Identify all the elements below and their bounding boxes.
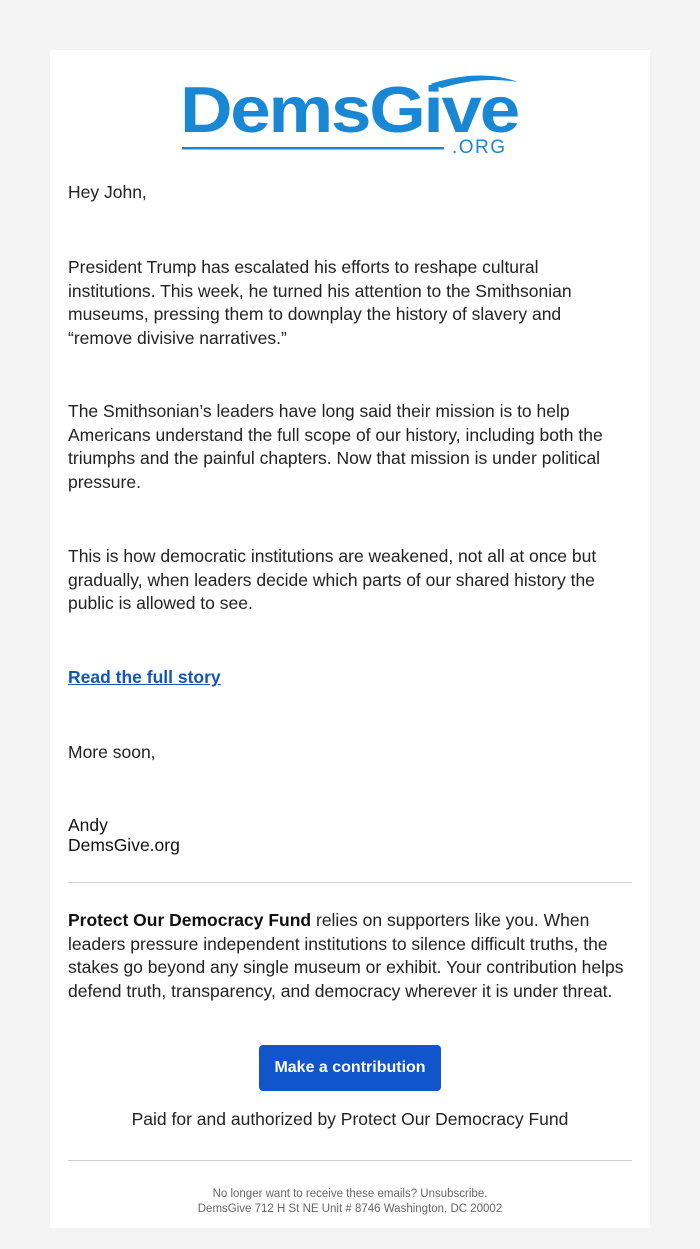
make-contribution-button[interactable]: Make a contribution: [259, 1045, 441, 1091]
fund-text: relies on supporters like you. When leaders pressure independent institutions to silence difficult truths, the stakes go beyond any single museum or exhibit. Your contribution helps defend truth, transparency, and democracy wherever it is under threat.: [68, 910, 624, 1001]
mailing-address: DemsGive 712 H St NE Unit # 8746 Washington, DC 20002: [197, 1203, 503, 1215]
demsgive-logo: [180, 74, 520, 158]
body-paragraph-3: This is how democratic institutions are weakened, not all at once but gradually, when leaders decide which parts of our shared history the public is allowed to see.: [68, 546, 597, 613]
signature: [68, 816, 628, 855]
divider: [68, 882, 632, 883]
unsubscribe-line[interactable]: No longer want to receive these emails? Unsubscribe.: [212, 1188, 488, 1200]
email-card: [50, 50, 650, 1228]
closing: More soon,: [68, 742, 156, 762]
signature-name: Andy: [68, 815, 108, 835]
paid-for-disclaimer: Paid for and authorized by Protect Our Democracy Fund: [131, 1109, 569, 1129]
fund-paragraph: [68, 909, 628, 1003]
fund-name: Protect Our Democracy Fund: [68, 910, 312, 930]
read-full-story-link[interactable]: Read the full story: [68, 667, 221, 687]
body-paragraph-1: President Trump has escalated his efforts to reshape cultural institutions. This week, he turned his attention to the Smithsonian museums, pressing them to downplay the history of slavery and “remove divisive narratives.”: [68, 257, 572, 348]
signature-org: DemsGive.org: [68, 834, 180, 855]
greeting: Hey John,: [68, 182, 147, 202]
logo-wordmark: DemsGive: [180, 74, 518, 146]
footer-divider: [68, 1160, 632, 1161]
body-paragraph-2: The Smithsonian’s leaders have long said their mission is to help Americans understand the full scope of our history, including both the triumphs and the painful chapters. Now that mission is under political pressure.: [68, 401, 603, 492]
logo-underline: [182, 147, 444, 150]
logo-suffix: .ORG: [452, 137, 507, 158]
